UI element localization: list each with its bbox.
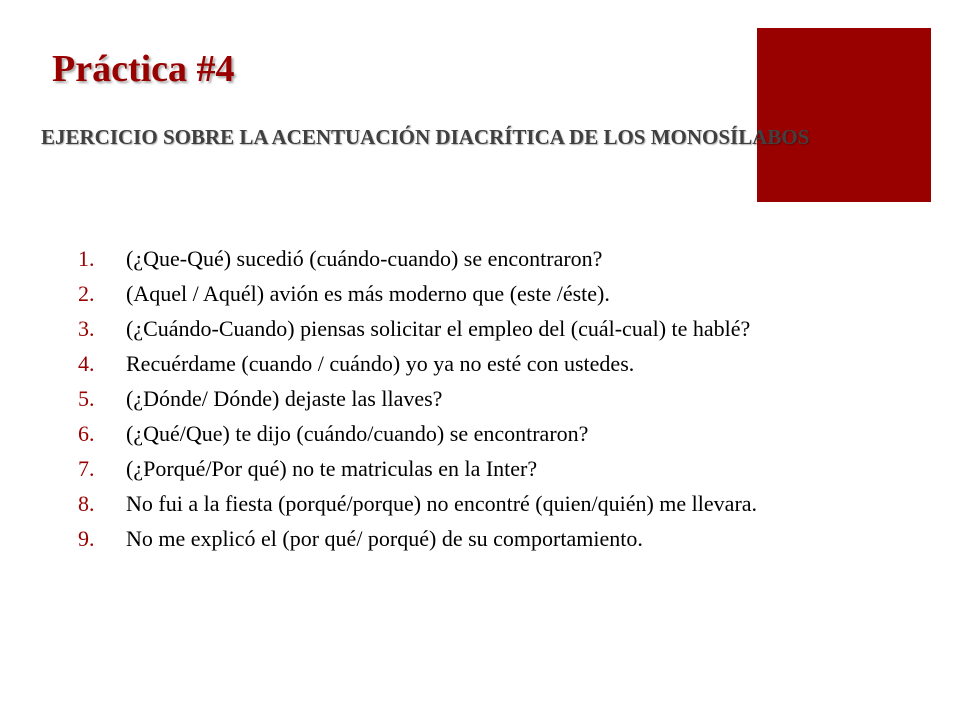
list-item [0,493,896,515]
item-text: (Aquel / Aquél) avión es más moderno que (este /éste). [126,281,610,306]
slide-title: Práctica #4 [52,48,235,90]
item-number: 7. [78,456,95,481]
item-text: (¿Cuándo-Cuando) piensas solicitar el empleo del (cuál-cual) te hablé? [126,316,751,341]
item-number: 6. [78,421,95,446]
list-item [0,283,896,305]
list-item [0,458,896,480]
item-text: (¿Qué/Que) te dijo (cuándo/cuando) se encontraron? [126,421,589,446]
item-text: No fui a la fiesta (porqué/porque) no encontré (quien/quién) me llevara. [126,491,758,516]
list-item [0,248,896,270]
slide-subtitle: EJERCICIO SOBRE LA ACENTUACIÓN DIACRÍTICA DE LOS MONOSÍLABOS [41,125,810,149]
item-number: 4. [78,351,95,376]
list-item [0,423,896,445]
item-text: (¿Porqué/Por qué) no te matriculas en la Inter? [126,456,538,481]
item-number: 2. [78,281,95,306]
list-item [0,388,896,410]
item-text: Recuérdame (cuando / cuándo) yo ya no esté con ustedes. [126,351,635,376]
item-number: 1. [78,246,95,271]
list-item [0,318,896,340]
item-text: No me explicó el (por qué/ porqué) de su comportamiento. [126,526,643,551]
item-text: (¿Que-Qué) sucedió (cuándo-cuando) se encontraron? [126,246,603,271]
decorative-red-block [757,28,931,202]
list-item [0,353,896,375]
item-number: 5. [78,386,95,411]
item-text: (¿Dónde/ Dónde) dejaste las llaves? [126,386,443,411]
list-item [0,528,896,550]
item-number: 8. [78,491,95,516]
item-number: 9. [78,526,95,551]
exercise-list [0,248,960,563]
item-number: 3. [78,316,95,341]
